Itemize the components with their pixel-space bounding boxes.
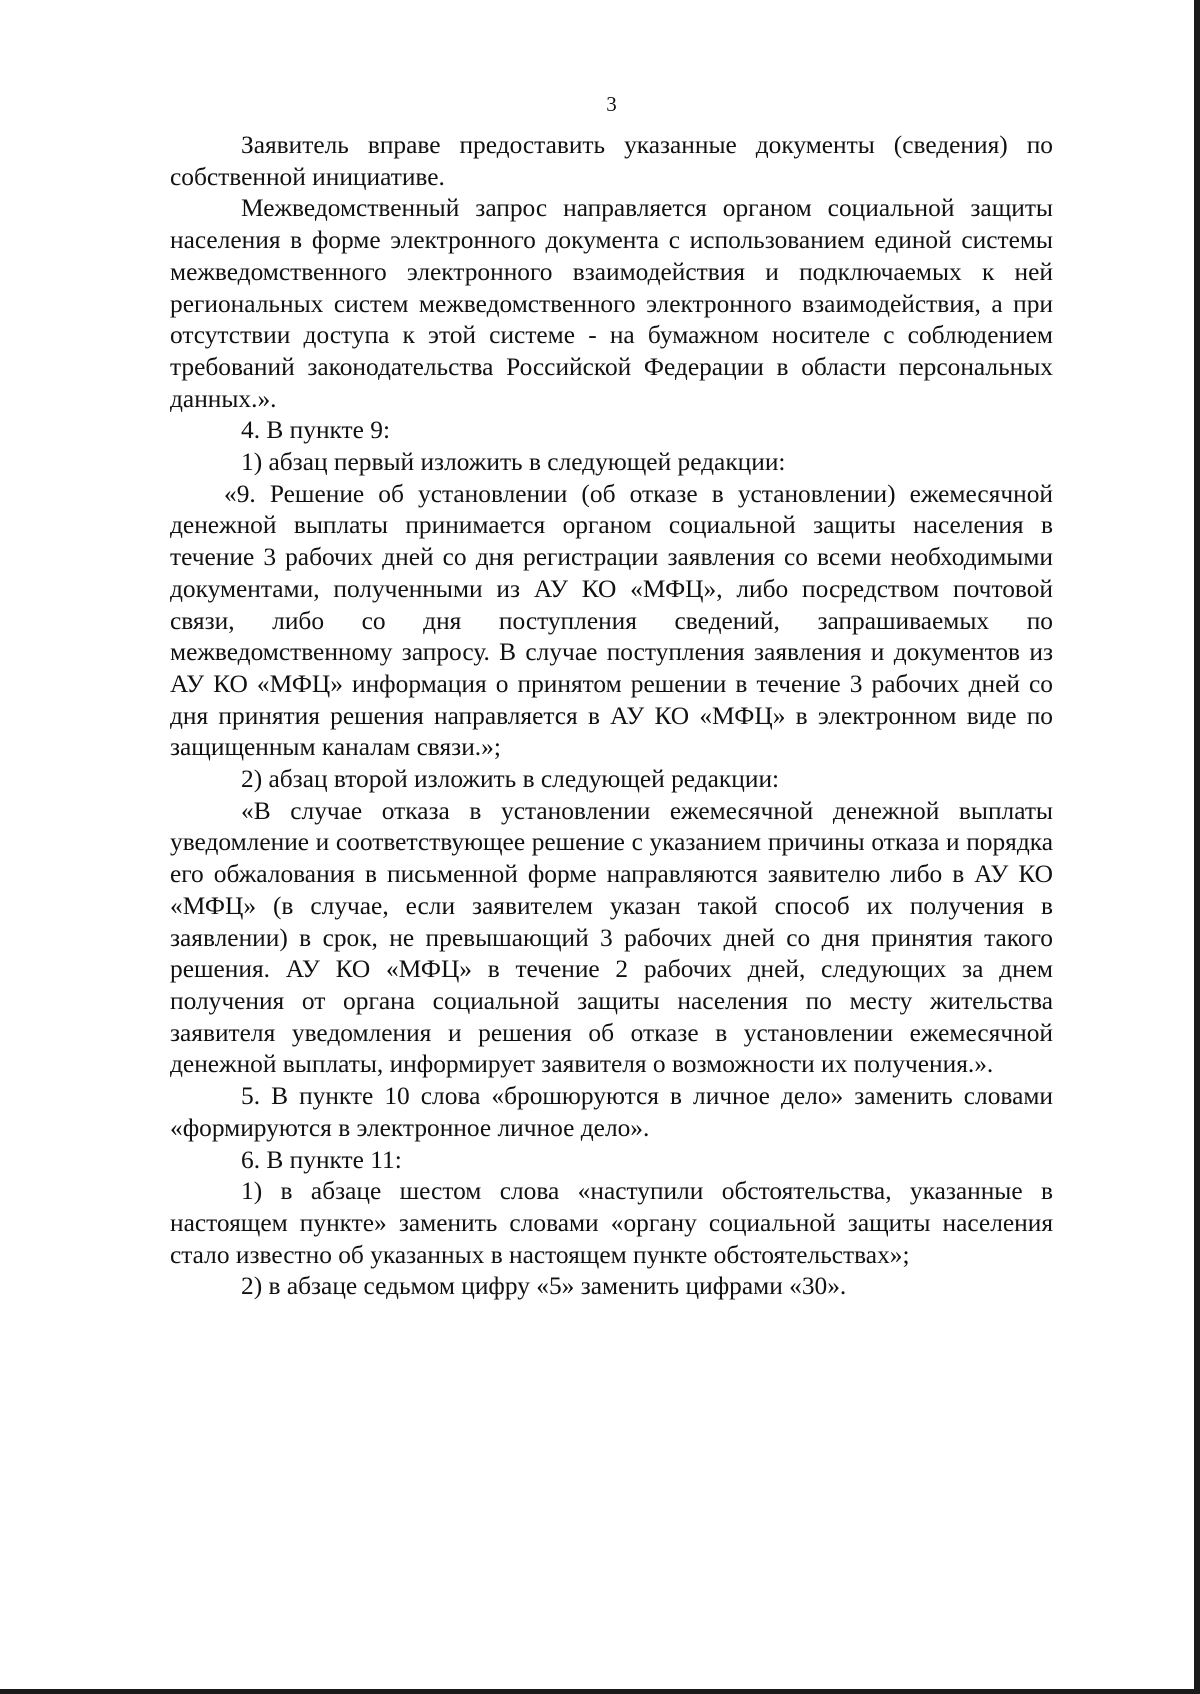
scan-edge-right bbox=[1194, 0, 1200, 1694]
document-body bbox=[170, 130, 1053, 1303]
paragraph-applicant-right: Заявитель вправе предоставить указанные документы (сведения) по собственной инициативе. bbox=[170, 131, 1053, 191]
page-number: 3 bbox=[606, 92, 617, 116]
paragraph-item-4-sub-1: 1) абзац первый изложить в следующей редакции: bbox=[241, 448, 786, 477]
paragraph-interagency-request: Межведомственный запрос направляется органом социальной защиты населения в форме электронного документа с использованием единой системы межведомственного электронного взаимодействия и подключаемых к ней региональных систем межведомственного электронного взаимодействия, а при отсутствии доступа к этой системе - на бумажном носителе с соблюдением требований законодательства Российской Федерации в области персональных данных.». bbox=[170, 194, 1053, 413]
paragraph-item-6-heading: 6. В пункте 11: bbox=[241, 1145, 402, 1174]
scan-edge-bottom bbox=[0, 1689, 1200, 1694]
paragraph-refusal-quote: «В случае отказа в установлении ежемесячной денежной выплаты уведомление и соответствующее решение с указанием причины отказа и порядка его обжалования в письменной форме направляются заявителю либо в АУ КО «МФЦ» (в случае, если заявителем указан такой способ их получения в заявлении) в срок, не превышающий 3 рабочих дней со дня принятия такого решения. АУ КО «МФЦ» в течение 2 рабочих дней, следующих за днем получения от органа социальной защиты населения по месту жительства заявителя уведомления и решения об отказе в установлении ежемесячной денежной выплаты, информирует заявителя о возможности их получения.». bbox=[170, 796, 1053, 1079]
paragraph-item-5: 5. В пункте 10 слова «брошюруются в личное дело» заменить словами «формируются в электронное личное дело». bbox=[170, 1082, 1053, 1142]
paragraph-item-6-sub-2: 2) в абзаце седьмом цифру «5» заменить цифрами «30». bbox=[241, 1272, 847, 1301]
paragraph-item-6-sub-1: 1) в абзаце шестом слова «наступили обстоятельства, указанные в настоящем пункте» заменить словами «органу социальной защиты населения стало известно об указанных в настоящем пункте обстоятельствах»; bbox=[170, 1177, 1053, 1269]
paragraph-item-4-sub-2: 2) абзац второй изложить в следующей редакции: bbox=[241, 765, 780, 794]
paragraph-item-4-heading: 4. В пункте 9: bbox=[241, 416, 391, 445]
paragraph-item-9-quote: «9. Решение об установлении (об отказе в установлении) ежемесячной денежной выплаты принимается органом социальной защиты населения в течение 3 рабочих дней со дня регистрации заявления со всеми необходимыми документами, полученными из АУ КО «МФЦ», либо посредством почтовой связи, либо со дня поступления сведений, запрашиваемых по межведомственному запросу. В случае поступления заявления и документов из АУ КО «МФЦ» информация о принятом решении в течение 3 рабочих дней со дня принятия решения направляется в АУ КО «МФЦ» в электронном виде по защищенным каналам связи.»; bbox=[170, 479, 1053, 762]
